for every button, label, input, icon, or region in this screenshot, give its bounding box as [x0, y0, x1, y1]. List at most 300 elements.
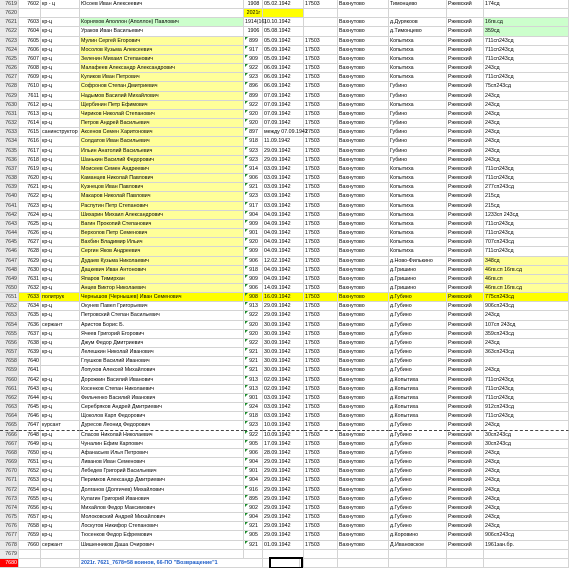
table-cell[interactable]: Ржевский	[447, 101, 484, 110]
table-row[interactable]	[0, 55, 569, 64]
table-cell[interactable]: Щоколов Карп Федорович	[80, 412, 244, 421]
table-cell[interactable]: 243сд	[484, 311, 569, 320]
row-header-cell[interactable]: 7680	[0, 559, 19, 568]
table-cell[interactable]: 243сд	[484, 64, 569, 73]
table-cell[interactable]: 30.09.1942	[263, 357, 304, 366]
table-cell[interactable]: 17503	[304, 440, 338, 449]
table-cell[interactable]: Копытиха	[389, 73, 447, 82]
table-cell[interactable]: 17503	[304, 156, 338, 165]
table-row[interactable]	[0, 431, 569, 440]
table-cell[interactable]: Ржевский	[447, 46, 484, 55]
table-cell[interactable]: 243сд	[484, 513, 569, 522]
table-cell[interactable]: Вахнутово	[338, 128, 389, 137]
row-header-cell[interactable]: 7635	[0, 147, 19, 156]
table-cell[interactable]: 1961зан.бр.	[484, 541, 569, 550]
table-cell[interactable]: 348сд	[484, 257, 569, 266]
table-cell[interactable]: Сергин Яков Андреевич	[80, 247, 244, 256]
table-cell[interactable]: Ржевский	[447, 55, 484, 64]
row-header-cell[interactable]: 7668	[0, 449, 19, 458]
table-cell[interactable]: кр-ц	[41, 174, 80, 183]
table-cell[interactable]: 243сд	[484, 476, 569, 485]
table-row[interactable]	[0, 183, 569, 192]
table-cell[interactable]: Ржевский	[447, 18, 484, 27]
table-row[interactable]	[0, 284, 569, 293]
table-cell[interactable]: 17503	[304, 421, 338, 430]
table-row[interactable]	[0, 247, 569, 256]
table-row[interactable]	[0, 339, 569, 348]
table-cell[interactable]: Ржевский	[447, 403, 484, 412]
table-cell[interactable]: 904	[244, 513, 263, 522]
table-cell[interactable]: 7645	[19, 403, 41, 412]
table-cell[interactable]: Копытиха	[389, 46, 447, 55]
table-cell[interactable]: 7650	[19, 449, 41, 458]
table-cell[interactable]: 711сп243сд	[484, 73, 569, 82]
table-cell[interactable]: Ржевский	[447, 92, 484, 101]
table-row[interactable]	[0, 238, 569, 247]
table-cell[interactable]: Серебряков Андрей Дмитриевич	[80, 403, 244, 412]
table-cell[interactable]: Шанькин Василий Федорович	[80, 156, 244, 165]
table-cell[interactable]: Вахнутово	[338, 183, 389, 192]
table-cell[interactable]: 04.09.1942	[263, 229, 304, 238]
row-header-cell[interactable]: 7653	[0, 311, 19, 320]
table-cell[interactable]: кр-ц	[41, 82, 80, 91]
table-cell[interactable]: Вахнутово	[338, 266, 389, 275]
table-cell[interactable]: 2021г. 7621_7678=58 воинов, 66-ПО "Возвращение"1	[80, 559, 300, 568]
table-row[interactable]	[0, 257, 569, 266]
table-cell[interactable]: Ржевский	[447, 27, 484, 36]
table-cell[interactable]: Ржевский	[447, 128, 484, 137]
table-cell[interactable]: 1908	[244, 0, 263, 9]
table-cell[interactable]: 29.09.1942	[263, 504, 304, 513]
table-cell[interactable]: Ржевский	[447, 275, 484, 284]
table-cell[interactable]: 909	[244, 247, 263, 256]
table-cell[interactable]: кр-ц	[41, 495, 80, 504]
table-cell[interactable]: 17503	[304, 137, 338, 146]
table-cell[interactable]: 905	[244, 531, 263, 540]
table-cell[interactable]: д.Гришино	[389, 275, 447, 284]
table-cell[interactable]: кр-ц	[41, 339, 80, 348]
row-header-cell[interactable]: 7655	[0, 330, 19, 339]
table-cell[interactable]: 03.09.1942	[263, 403, 304, 412]
table-cell[interactable]: 29.09.1942	[263, 467, 304, 476]
table-cell[interactable]: Ржевский	[447, 147, 484, 156]
table-cell[interactable]: 05.09.1942	[263, 37, 304, 46]
table-cell[interactable]: Долганов (Долгичев) Михайлович	[80, 486, 244, 495]
table-cell[interactable]	[244, 559, 263, 568]
table-cell[interactable]: 922	[244, 64, 263, 73]
table-cell[interactable]: Фильченко Василий Иванович	[80, 394, 244, 403]
row-header-cell[interactable]: 7665	[0, 421, 19, 430]
table-cell[interactable]: кр-ц	[41, 330, 80, 339]
row-header-cell[interactable]: 7667	[0, 440, 19, 449]
table-cell[interactable]: Малафеев Александр Александрович	[80, 64, 244, 73]
table-cell[interactable]: кр-ц	[41, 119, 80, 128]
table-cell[interactable]: Ржевский	[447, 330, 484, 339]
table-cell[interactable]: кр-ц	[41, 101, 80, 110]
table-cell[interactable]: сержант	[41, 321, 80, 330]
table-cell[interactable]: Дуресов Леонид Федорович	[80, 421, 244, 430]
table-cell[interactable]: 906	[244, 257, 263, 266]
table-cell[interactable]: Мосолов Кузьма Алексеевич	[80, 46, 244, 55]
table-cell[interactable]: 30.09.1942	[263, 339, 304, 348]
table-cell[interactable]: 363сп243сд	[484, 348, 569, 357]
table-cell[interactable]: Аксенов Семен Харитонович	[80, 128, 244, 137]
table-cell[interactable]: 17503	[304, 0, 338, 9]
table-cell[interactable]: 7612	[19, 101, 41, 110]
table-row[interactable]	[0, 192, 569, 201]
table-cell[interactable]	[41, 9, 80, 18]
table-cell[interactable]: 7624	[19, 211, 41, 220]
table-cell[interactable]: Щербинин Петр Ефимович	[80, 101, 244, 110]
table-cell[interactable]: 03.09.1942	[263, 394, 304, 403]
table-cell[interactable]: 243сд	[484, 366, 569, 375]
row-header-cell[interactable]: 7644	[0, 229, 19, 238]
table-row[interactable]	[0, 64, 569, 73]
table-cell[interactable]: 29.09.1942	[263, 486, 304, 495]
table-row[interactable]	[0, 275, 569, 284]
table-cell[interactable]: 17503	[304, 37, 338, 46]
table-cell[interactable]: 7621	[19, 183, 41, 192]
row-header-cell[interactable]: 7621	[0, 18, 19, 27]
table-cell[interactable]: 918	[244, 137, 263, 146]
row-header-cell[interactable]: 7664	[0, 412, 19, 421]
table-cell[interactable]: кр-ц	[41, 257, 80, 266]
table-cell[interactable]: 30сп243сд	[484, 440, 569, 449]
table-cell[interactable]: 909	[244, 220, 263, 229]
table-cell[interactable]: 17503	[304, 257, 338, 266]
table-cell[interactable]: кр-ц	[41, 202, 80, 211]
table-cell[interactable]: 17503	[304, 238, 338, 247]
table-cell[interactable]: Вахнутово	[338, 284, 389, 293]
table-cell[interactable]	[80, 9, 244, 18]
table-cell[interactable]: д.Копытиха	[389, 394, 447, 403]
table-cell[interactable]: 243сд	[484, 449, 569, 458]
table-cell[interactable]: 29.09.1942	[263, 495, 304, 504]
table-cell[interactable]: Ржевский	[447, 348, 484, 357]
table-cell[interactable]: 17503	[304, 128, 338, 137]
table-cell[interactable]: 913	[244, 385, 263, 394]
table-cell[interactable]: Вахнутово	[338, 376, 389, 385]
table-cell[interactable]: 922	[244, 339, 263, 348]
table-cell[interactable]: кр-ц	[41, 440, 80, 449]
table-cell[interactable]: Вахнутово	[338, 385, 389, 394]
table-cell[interactable]: д.Губино	[389, 513, 447, 522]
row-header-cell[interactable]: 7637	[0, 165, 19, 174]
table-cell[interactable]: д.Губино	[389, 421, 447, 430]
table-cell[interactable]: 922	[244, 431, 263, 440]
table-cell[interactable]: 17503	[304, 302, 338, 311]
table-cell[interactable]: 17503	[304, 110, 338, 119]
table-cell[interactable]: 7608	[19, 64, 41, 73]
table-cell[interactable]: 16.09.1942	[263, 293, 304, 302]
table-row[interactable]	[0, 440, 569, 449]
table-cell[interactable]: 7622	[19, 192, 41, 201]
table-cell[interactable]: 17503	[304, 513, 338, 522]
table-cell[interactable]: 07.09.1942	[263, 92, 304, 101]
table-cell[interactable]: 904	[244, 211, 263, 220]
table-cell[interactable]: Корняхов Аполлон (Аполлон) Павлович	[80, 18, 244, 27]
table-cell[interactable]: д.Копытиха	[389, 412, 447, 421]
table-cell[interactable]: 908	[244, 293, 263, 302]
table-cell[interactable]: Ржевский	[447, 311, 484, 320]
table-cell[interactable]: 7638	[19, 339, 41, 348]
table-cell[interactable]: Чернышов (Чернышев) Иван Семенович	[80, 293, 244, 302]
table-cell[interactable]: Дацкевич Иван Антонович	[80, 266, 244, 275]
table-cell[interactable]: 17503	[304, 101, 338, 110]
table-cell[interactable]: 7606	[19, 46, 41, 55]
table-cell[interactable]: Ржевский	[447, 467, 484, 476]
table-cell[interactable]: 921	[244, 366, 263, 375]
row-header-cell[interactable]: 7648	[0, 266, 19, 275]
table-cell[interactable]: Надымов Василий Михайлович	[80, 92, 244, 101]
table-cell[interactable]: 7651	[19, 458, 41, 467]
table-cell[interactable]: кр-ц	[41, 522, 80, 531]
table-cell[interactable]: Ржевский	[447, 440, 484, 449]
table-cell[interactable]: Ржевский	[447, 431, 484, 440]
table-cell[interactable]: 7635	[19, 311, 41, 320]
table-row[interactable]	[0, 266, 569, 275]
table-cell[interactable]: Ржевский	[447, 412, 484, 421]
row-header-cell[interactable]: 7650	[0, 284, 19, 293]
row-header-cell[interactable]: 7669	[0, 458, 19, 467]
table-row[interactable]	[0, 311, 569, 320]
table-cell[interactable]: Вахнутово	[338, 64, 389, 73]
table-cell[interactable]: 922	[244, 101, 263, 110]
table-cell[interactable]: Ржевский	[447, 531, 484, 540]
row-header-cell[interactable]: 7660	[0, 376, 19, 385]
table-cell[interactable]: Софронов Степан Дмитриевич	[80, 82, 244, 91]
table-cell[interactable]: 7641	[19, 366, 41, 375]
table-cell[interactable]: кр-ц	[41, 238, 80, 247]
row-header-cell[interactable]: 7646	[0, 247, 19, 256]
table-cell[interactable]: 29.09.1942	[263, 476, 304, 485]
table-cell[interactable]: 17503	[304, 82, 338, 91]
table-cell[interactable]: 7625	[19, 220, 41, 229]
row-header-cell[interactable]: 7661	[0, 385, 19, 394]
table-cell[interactable]: д.Губино	[389, 486, 447, 495]
table-cell[interactable]: Вахнутово	[338, 238, 389, 247]
row-header-cell[interactable]: 7672	[0, 486, 19, 495]
table-cell[interactable]: 7646	[19, 412, 41, 421]
table-cell[interactable]: кр-ц	[41, 147, 80, 156]
table-cell[interactable]: санинструктор	[41, 128, 80, 137]
table-cell[interactable]: 17503	[304, 348, 338, 357]
table-cell[interactable]	[304, 550, 338, 559]
table-cell[interactable]: Ржевский	[447, 174, 484, 183]
table-cell[interactable]: кр-ц	[41, 64, 80, 73]
table-cell[interactable]: 711сп243сд	[484, 394, 569, 403]
table-cell[interactable]: Вахнутово	[338, 504, 389, 513]
table-cell[interactable]: 29.09.1942	[263, 147, 304, 156]
table-cell[interactable]: д.Губино	[389, 495, 447, 504]
table-cell[interactable]: Вахнутово	[338, 18, 389, 27]
table-row[interactable]	[0, 385, 569, 394]
row-header-cell[interactable]: 7639	[0, 183, 19, 192]
table-cell[interactable]: 7605	[19, 37, 41, 46]
table-cell[interactable]: кр-ц	[41, 37, 80, 46]
table-row[interactable]	[0, 119, 569, 128]
table-cell[interactable]: Ржевский	[447, 211, 484, 220]
table-cell[interactable]: 7630	[19, 266, 41, 275]
row-header-cell[interactable]: 7670	[0, 467, 19, 476]
table-cell[interactable]: 17503	[304, 211, 338, 220]
table-row[interactable]	[0, 348, 569, 357]
table-cell[interactable]: 916	[244, 486, 263, 495]
table-cell[interactable]: 17503	[304, 183, 338, 192]
table-cell[interactable]: 711сп243сд	[484, 247, 569, 256]
table-cell[interactable]: Глушков Василий Иванович	[80, 357, 244, 366]
table-cell[interactable]: Вахнутово	[338, 467, 389, 476]
table-cell[interactable]: 7617	[19, 147, 41, 156]
table-cell[interactable]: кр-ц	[41, 247, 80, 256]
table-cell[interactable]: 7609	[19, 73, 41, 82]
table-cell[interactable]: Вахнутово	[338, 37, 389, 46]
table-row[interactable]	[0, 467, 569, 476]
table-cell[interactable]: Джум Федор Дмитриевич	[80, 339, 244, 348]
table-cell[interactable]: 912сп243сд	[484, 403, 569, 412]
table-cell[interactable]: 17503	[304, 476, 338, 485]
table-cell[interactable]: 243сд	[484, 421, 569, 430]
table-cell[interactable]	[41, 550, 80, 559]
table-cell[interactable]: Ржевский	[447, 247, 484, 256]
table-cell[interactable]: Ржевский	[447, 37, 484, 46]
row-header-cell[interactable]: 7620	[0, 9, 19, 18]
table-cell[interactable]: 03.09.1942	[263, 174, 304, 183]
table-cell[interactable]: 7619	[19, 165, 41, 174]
table-cell[interactable]: 14.09.1942	[263, 284, 304, 293]
table-cell[interactable]: 11.09.1942	[263, 137, 304, 146]
table-cell[interactable]: Зеленин Михаил Степанович	[80, 55, 244, 64]
table-cell[interactable]	[304, 559, 338, 568]
table-cell[interactable]: 7614	[19, 119, 41, 128]
table-cell[interactable]: 923	[244, 192, 263, 201]
table-cell[interactable]: 17503	[304, 284, 338, 293]
row-header-cell[interactable]: 7624	[0, 46, 19, 55]
table-cell[interactable]	[19, 559, 41, 568]
table-cell[interactable]	[19, 550, 41, 559]
table-cell[interactable]: Кузнецов Иван Павлович	[80, 183, 244, 192]
table-cell[interactable]: между 07.09.1942	[263, 128, 304, 137]
table-cell[interactable]: 243сд	[484, 156, 569, 165]
table-row[interactable]	[0, 229, 569, 238]
table-cell[interactable]: 904	[244, 476, 263, 485]
table-row[interactable]	[0, 110, 569, 119]
table-cell[interactable]: д.Губино	[389, 504, 447, 513]
row-header-cell[interactable]: 7658	[0, 357, 19, 366]
table-cell[interactable]: 7637	[19, 330, 41, 339]
table-cell[interactable]: 897	[244, 128, 263, 137]
table-cell[interactable]: 7615	[19, 128, 41, 137]
table-cell[interactable]: Япаров Тимирхан	[80, 275, 244, 284]
table-cell[interactable]: Тимонцево	[389, 0, 447, 9]
table-cell[interactable]: Михайлов Федор Максимович	[80, 504, 244, 513]
table-cell[interactable]: 918	[244, 266, 263, 275]
table-cell[interactable]: Ржевский	[447, 449, 484, 458]
table-cell[interactable]: Верхолов Петр Семенович	[80, 229, 244, 238]
table-cell[interactable]: 243сд	[484, 339, 569, 348]
table-cell[interactable]: 711сп243сд	[484, 46, 569, 55]
table-cell[interactable]: 17503	[304, 174, 338, 183]
table-cell[interactable]: кр-ц	[41, 27, 80, 36]
table-cell[interactable]: 06.09.1942	[263, 82, 304, 91]
table-cell[interactable]: 2021г	[244, 9, 263, 18]
table-row[interactable]	[0, 73, 569, 82]
table-cell[interactable]: 909	[244, 275, 263, 284]
table-cell[interactable]: 17503	[304, 394, 338, 403]
table-cell[interactable]: Ржевский	[447, 82, 484, 91]
table-cell[interactable]: 7648	[19, 431, 41, 440]
table-row[interactable]	[0, 449, 569, 458]
table-cell[interactable]: 711сп243сд	[484, 165, 569, 174]
table-cell[interactable]: 07.09.1942	[263, 119, 304, 128]
table-cell[interactable]: 17503	[304, 192, 338, 201]
table-cell[interactable]: 7613	[19, 110, 41, 119]
table-cell[interactable]: 901	[244, 467, 263, 476]
row-header-cell[interactable]: 7676	[0, 522, 19, 531]
table-cell[interactable]: Ржевский	[447, 266, 484, 275]
table-cell[interactable]: 918	[244, 412, 263, 421]
table-cell[interactable]: 7636	[19, 321, 41, 330]
table-cell[interactable]: 215сд	[484, 192, 569, 201]
table-cell[interactable]: Спасов Николай Николаевич	[80, 431, 244, 440]
table-row[interactable]	[0, 412, 569, 421]
table-cell[interactable]: Копытиха	[389, 101, 447, 110]
table-cell[interactable]: 05.02.1942	[263, 0, 304, 9]
table-cell[interactable]	[447, 550, 484, 559]
table-cell[interactable]: Вахнутово	[338, 0, 389, 9]
table-cell[interactable]: Вахнутово	[338, 531, 389, 540]
table-cell[interactable]: 277сп243сд	[484, 183, 569, 192]
table-cell[interactable]: 711сп243сд	[484, 412, 569, 421]
table-cell[interactable]	[484, 559, 569, 568]
table-cell[interactable]: д.Копытиха	[389, 403, 447, 412]
table-cell[interactable]: кр-ц	[41, 183, 80, 192]
table-cell[interactable]: Ржевский	[447, 119, 484, 128]
table-cell[interactable]: 243сд	[484, 495, 569, 504]
table-cell[interactable]: 7627	[19, 238, 41, 247]
table-cell[interactable]: Губино	[389, 156, 447, 165]
table-cell[interactable]: д.Копытиха	[389, 385, 447, 394]
table-cell[interactable]: Губино	[389, 147, 447, 156]
table-cell[interactable]: Ржевский	[447, 321, 484, 330]
table-cell[interactable]: 913	[244, 302, 263, 311]
table-cell[interactable]: 02.09.1942	[263, 376, 304, 385]
table-cell[interactable]: 905	[244, 440, 263, 449]
table-cell[interactable]: кр-ц	[41, 192, 80, 201]
table-cell[interactable]: Вахнутово	[338, 211, 389, 220]
table-cell[interactable]: 01.09.1942	[263, 541, 304, 550]
table-row[interactable]	[0, 18, 569, 27]
table-cell[interactable]: 17503	[304, 531, 338, 540]
table-row[interactable]	[0, 82, 569, 91]
table-cell[interactable]: Ржевский	[447, 339, 484, 348]
table-row[interactable]	[0, 476, 569, 485]
table-cell[interactable]: кр-ц	[41, 431, 80, 440]
table-cell[interactable]: 711сп243сд	[484, 37, 569, 46]
row-header-cell[interactable]: 7627	[0, 73, 19, 82]
table-cell[interactable]: 7659	[19, 531, 41, 540]
table-cell[interactable]: 243сд	[484, 128, 569, 137]
table-cell[interactable]: Дудаев Кузьма Николаевич	[80, 257, 244, 266]
table-cell[interactable]: 03.09.1942	[263, 202, 304, 211]
table-cell[interactable]: Губино	[389, 128, 447, 137]
row-header-cell[interactable]: 7666	[0, 431, 19, 440]
table-cell[interactable]: Ржевский	[447, 394, 484, 403]
table-cell[interactable]: 03.09.1942	[263, 165, 304, 174]
table-cell[interactable]: Ржевский	[447, 458, 484, 467]
table-row[interactable]	[0, 302, 569, 311]
table-cell[interactable]: 06.09.1942	[263, 73, 304, 82]
